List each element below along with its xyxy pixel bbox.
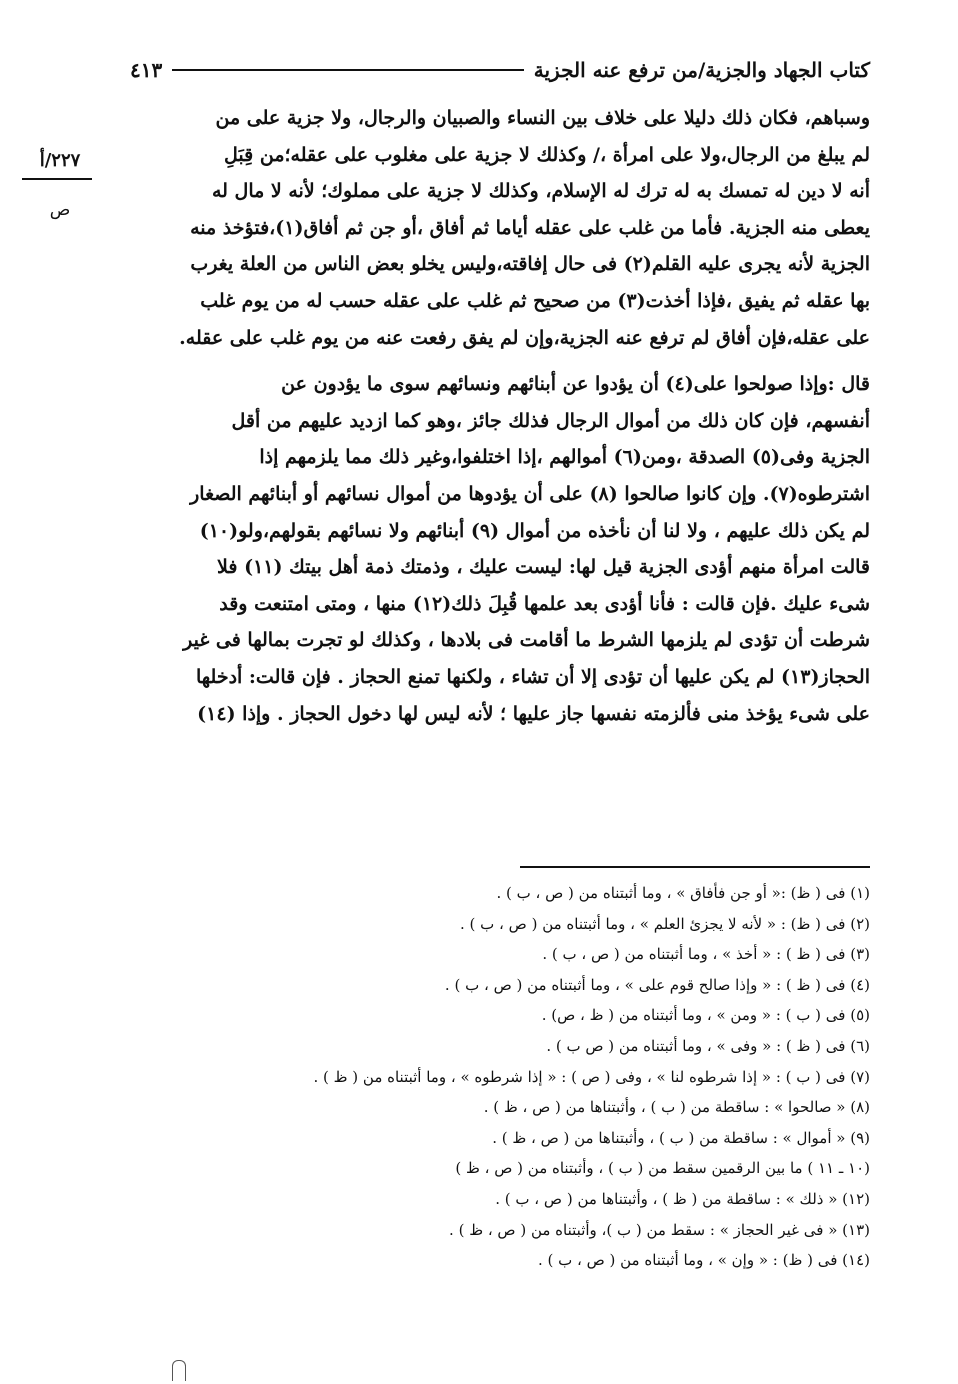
footnote: (٤) فى ( ظ ) : « وإذا صالح قوم على » ، وما أثبتناه من ( ص ، ب ) . bbox=[444, 975, 870, 994]
text-line: الحجاز(١٣) لم يكن عليها أن تؤدى إلا أن تشاء ، ولكنها تمنع الحجاز . فإن قالت: أدخلها bbox=[195, 665, 870, 688]
margin-rule bbox=[22, 178, 92, 180]
text-line: أنفسهم، فإن كان ذلك من أموال الرجال فذلك جائز ،وهو كما ازديد عليهم من أقل bbox=[231, 409, 870, 432]
text-line: على عقله،فإن أفاق لم ترفع عنه الجزية،وإن لم يفق رفعت عنه من يوم غلب على عقله. bbox=[179, 326, 870, 349]
text-line: اشترطوه(٧). وإن كانوا صالحوا (٨) على أن يؤدوها من أموال نسائهم أو أبنائهم الصغار bbox=[190, 482, 870, 505]
footnote: (٣) فى ( ظ ) : « أخذ » ، وما أثبتناه من ( ص ، ب ) . bbox=[542, 945, 870, 964]
text-line: بها عقله ثم يفيق ،فإذا أخذت(٣) من صحيح ثم غلب على عقله حسب له من يوم غلب bbox=[200, 289, 870, 312]
text-line: لم يكن ذلك عليهم ، ولا لنا أن نأخذه من أموال (٩) أبنائهم ولا نسائهم بقولهم،ولو(١٠) bbox=[199, 519, 870, 542]
text-line: الجزية وفى(٥) الصدقة ،ومن(٦) أموالهم ،إذا اختلفوا،وغير ذلك مما يلزمهم إذا bbox=[259, 446, 870, 469]
text-line-rest: :وإذا صولحوا على(٤) أن يؤدوا عن أبنائهم ونسائهم سوى ما يؤدون عن bbox=[281, 373, 842, 396]
footnote: (٩) « أموال » : ساقطة من ( ب ) ، وأثبتناها من ( ص ، ظ ) . bbox=[492, 1128, 870, 1147]
header-rule bbox=[172, 69, 524, 71]
footnotes bbox=[132, 878, 870, 1276]
footnote: (١) فى ( ظ) :« أو جن فأفاق » ، وما أثبتناه من ( ص ، ب ) . bbox=[496, 884, 870, 902]
footnote: (١٣) « فى غير الحجاز » : سقط من ( ب )، وأثبتناه من ( ص ، ظ ) . bbox=[449, 1220, 870, 1239]
text-line bbox=[132, 366, 870, 403]
text-line: يعطى منه الجزية. فأما من غلب على عقله أياما ثم أفاق ،أو جن ثم أفاق(١)،فتؤخذ منه bbox=[190, 216, 870, 239]
footnote-separator bbox=[520, 866, 870, 868]
margin-folio-number: ٢٢٧/أ bbox=[39, 150, 81, 171]
footnote: (٨) « صالحوا » : ساقطة من ( ب ) ، وأثبتناها من ( ص ، ظ ) . bbox=[483, 1098, 870, 1117]
text-line: لم يبلغ من الرجال،ولا على امرأة ،/ وكذلك لا جزية على مغلوب على عقله؛من قِبَلِ bbox=[224, 143, 870, 166]
running-header bbox=[130, 52, 870, 88]
footnote: (٧) فى ( ب ) : « إذا شرطوه لنا » ، وفى ( ص ) : « إذا شرطوه » ، وما أثبتناه من ( ظ ) . bbox=[313, 1067, 870, 1086]
text-line: على شىء يؤخذ منى فألزمته نفسها جاز عليها ؛ لأنه ليس لها دخول الحجاز . وإذا (١٤) bbox=[197, 702, 870, 725]
text-line: قالت امرأة منهم أؤدى الجزية قيل لها: ليست عليك ، وذمتك ذمة أهل بيتك (١١) فلا bbox=[217, 556, 870, 579]
paragraph-gap bbox=[132, 356, 870, 366]
text-line: الجزية لأنه يجرى عليه القلم(٢) فى حال إفاقته،وليس يخلو بعض الناس من العلة يغرب bbox=[190, 253, 870, 276]
chapter-title: كتاب الجهاد والجزية/من ترفع عنه الجزية bbox=[533, 58, 870, 82]
text-line: شرطت أن تؤدى لم يلزمها الشرط ما أقامت فى بلادها ، وكذلك لو تجرت بمالها فى غير bbox=[183, 629, 870, 652]
text-line: وسباهم، فكان ذلك دليلا على خلاف بين النساء والصبيان والرجال، ولا جزية على من bbox=[215, 107, 870, 129]
footnote: (٢) فى ( ظ) : « لأنه لا يجزئ العلم » ، وما أثبتناه من ( ص ، ب ) . bbox=[460, 914, 870, 933]
scan-artifact bbox=[172, 1360, 186, 1381]
page-number: ٤١٣ bbox=[130, 58, 163, 82]
footnote: (٥) فى ( ب ) : « ومن » ، وما أثبتناه من ( ظ ، ص) . bbox=[541, 1006, 870, 1025]
text-line: أنه لا دين له تمسك به له ترك له الإسلام، وكذلك لا جزية على مملوك؛ لأنه لا مال له bbox=[211, 180, 870, 203]
qaal-lead-word: قال bbox=[841, 373, 870, 396]
footnote: (٦) فى ( ظ ) : « وفى » ، وما أثبتناه من ( ص ب ) . bbox=[546, 1036, 870, 1055]
text-line: شىء عليك .فإن قالت : فأنا أؤدى بعد علمها قُبِلَ ذلك(١٢) منها ، ومتى امتنعت وقد bbox=[219, 592, 870, 615]
margin-manuscript-siglum: ص bbox=[49, 200, 71, 220]
footnote: (١٠ ـ ١١ ) ما بين الرقمين سقط من ( ب ) ، وأثبتناه من ( ص ، ظ ) bbox=[455, 1159, 870, 1178]
main-text bbox=[132, 100, 870, 732]
footnote: (١٤) فى ( ظ) : « وإن » ، وما أثبتناه من ( ص ، ب ) . bbox=[537, 1251, 870, 1270]
footnote: (١٢) « ذلك » : ساقطة من ( ظ ) ، وأثبتناها من ( ص ، ب ) . bbox=[495, 1189, 870, 1208]
